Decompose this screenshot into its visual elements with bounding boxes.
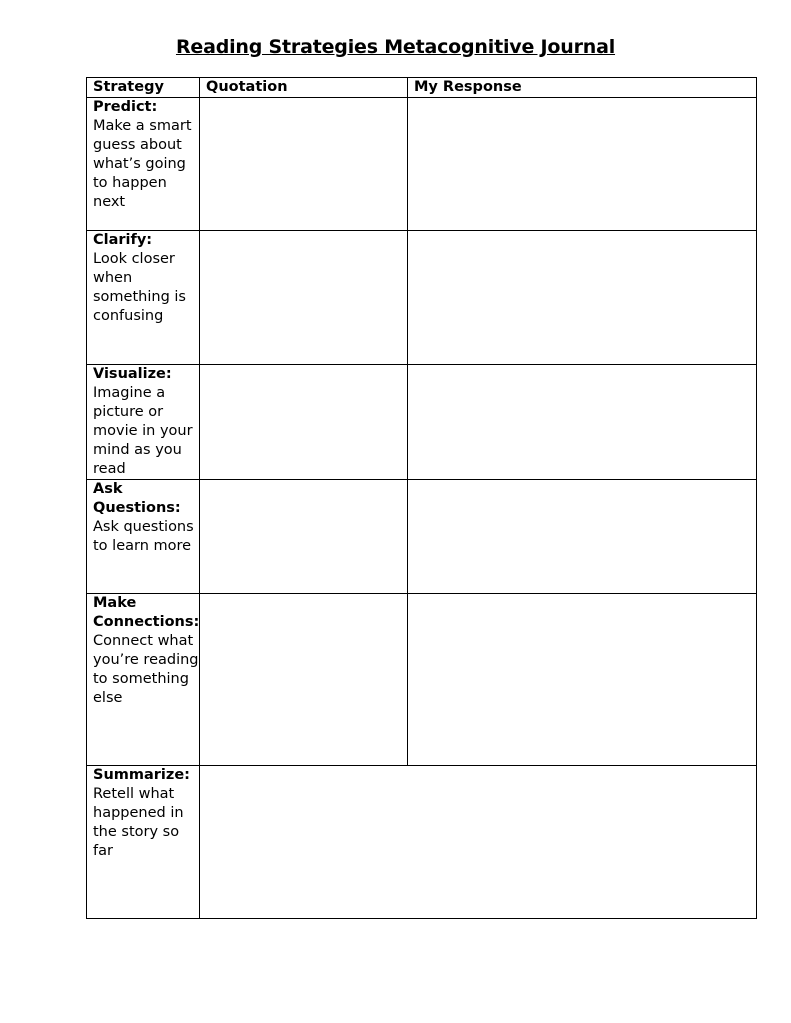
strategy-cell (87, 480, 200, 594)
quotation-cell[interactable] (200, 231, 408, 365)
strategy-cell (87, 766, 200, 919)
journal-table (86, 77, 757, 919)
quotation-cell[interactable] (200, 98, 408, 231)
page-title: Reading Strategies Metacognitive Journal (175, 36, 616, 58)
table-row (87, 594, 757, 766)
strategy-description: Retell what happened in the story so far (93, 786, 184, 859)
response-cell[interactable] (408, 365, 757, 480)
strategy-cell (87, 594, 200, 766)
quotation-cell[interactable] (200, 365, 408, 480)
strategy-name: Summarize: (93, 767, 190, 783)
quotation-cell[interactable] (200, 480, 408, 594)
strategy-name: Visualize: (93, 366, 172, 382)
strategy-name: Clarify: (93, 232, 153, 248)
strategy-cell (87, 365, 200, 480)
strategy-cell (87, 231, 200, 365)
header-quotation: Quotation (200, 78, 408, 98)
strategy-name: Ask Questions: (93, 481, 181, 516)
response-cell[interactable] (408, 480, 757, 594)
header-response: My Response (408, 78, 757, 98)
summary-cell[interactable] (200, 766, 757, 919)
table-row (87, 365, 757, 480)
table-row (87, 231, 757, 365)
response-cell[interactable] (408, 231, 757, 365)
response-cell[interactable] (408, 594, 757, 766)
header-row (87, 78, 757, 98)
strategy-description: Look closer when something is confusing (93, 251, 186, 324)
quotation-cell[interactable] (200, 594, 408, 766)
table-row (87, 766, 757, 919)
strategy-name: Predict: (93, 99, 158, 115)
strategy-description: Make a smart guess about what’s going to happen next (93, 118, 192, 210)
table-row (87, 480, 757, 594)
strategy-description: Connect what you’re reading to something else (93, 633, 199, 706)
table-row (87, 98, 757, 231)
header-strategy: Strategy (87, 78, 200, 98)
strategy-cell (87, 98, 200, 231)
strategy-description: Imagine a picture or movie in your mind as you read (93, 385, 193, 477)
strategy-description: Ask questions to learn more (93, 519, 194, 554)
strategy-name: Make Connections: (93, 595, 200, 630)
response-cell[interactable] (408, 98, 757, 231)
